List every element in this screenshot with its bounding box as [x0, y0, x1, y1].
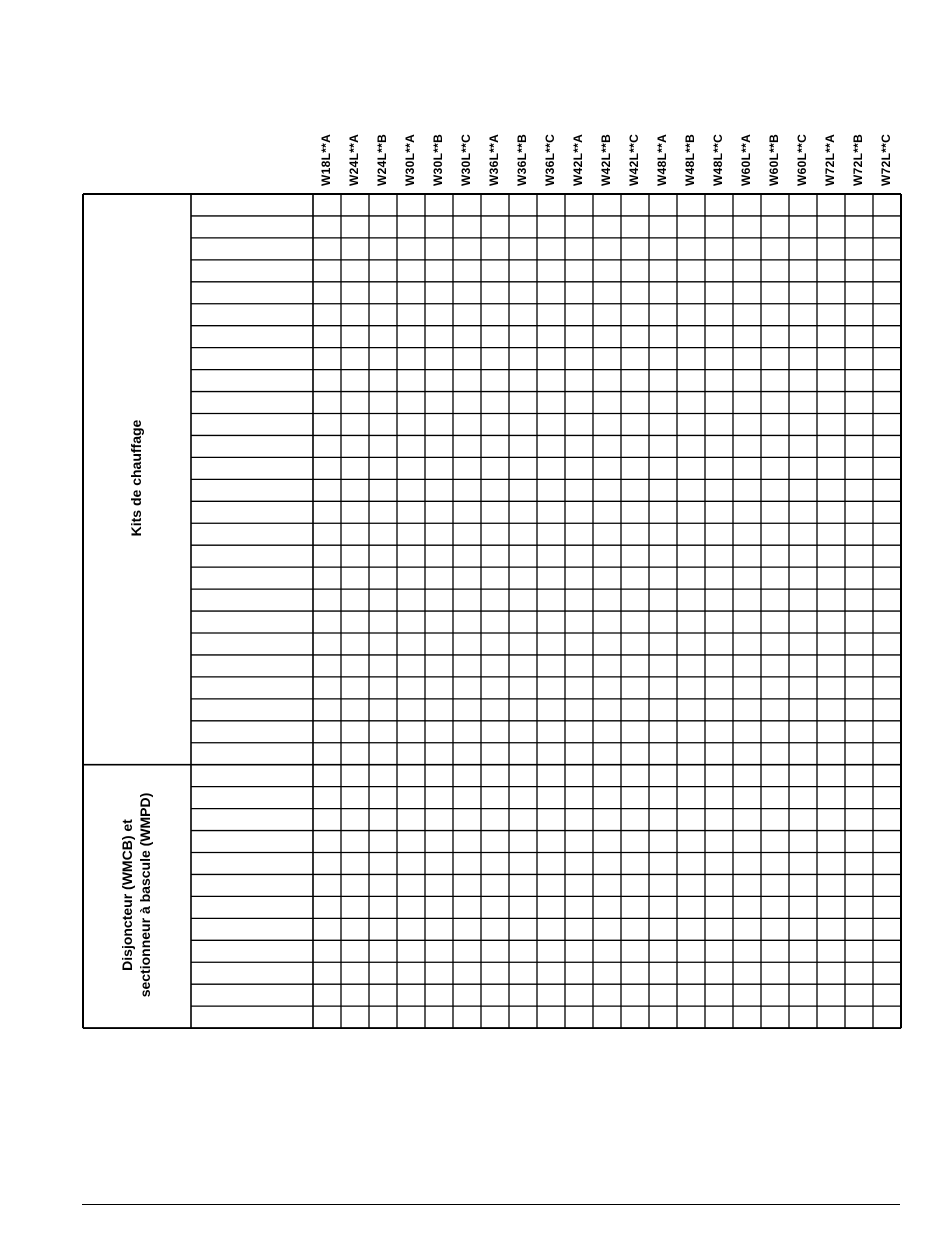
column-header-label: W24L**B — [375, 133, 389, 186]
column-header-label: W36L**B — [515, 133, 529, 186]
column-header-label: W60L**A — [739, 133, 753, 186]
column-header — [452, 106, 480, 186]
column-header — [592, 106, 620, 186]
matrix-grid — [82, 193, 902, 1029]
footer-rule — [82, 1204, 900, 1205]
column-header-label: W72L**A — [823, 133, 837, 186]
column-header — [480, 106, 508, 186]
column-header-label: W30L**C — [459, 133, 473, 186]
section-label-line: Disjoncteur (WMCB) et — [119, 819, 135, 972]
column-header-label: W30L**A — [403, 133, 417, 186]
column-header — [368, 106, 396, 186]
column-header — [536, 106, 564, 186]
column-header-label: W42L**B — [599, 133, 613, 186]
section-label — [82, 764, 190, 1027]
column-header-label: W48L**C — [711, 133, 725, 186]
column-header — [844, 106, 872, 186]
column-header — [508, 106, 536, 186]
column-header-label: W42L**C — [627, 133, 641, 186]
column-header — [704, 106, 732, 186]
column-header — [424, 106, 452, 186]
column-header-label: W60L**C — [795, 133, 809, 186]
column-header — [312, 106, 340, 186]
column-header-label: W36L**A — [487, 133, 501, 186]
column-header-label: W42L**A — [571, 133, 585, 186]
column-header-label: W72L**C — [879, 133, 893, 186]
column-header-label: W24L**A — [347, 133, 361, 186]
column-header — [872, 106, 900, 186]
column-header — [648, 106, 676, 186]
column-header — [816, 106, 844, 186]
column-header — [620, 106, 648, 186]
column-header — [732, 106, 760, 186]
column-header — [760, 106, 788, 186]
section-label-text — [118, 793, 154, 998]
compatibility-matrix — [82, 193, 902, 1029]
column-header-label: W18L**A — [319, 133, 333, 186]
column-headers — [0, 0, 950, 194]
column-header — [340, 106, 368, 186]
section-label-text — [127, 420, 145, 537]
column-header-label: W36L**C — [543, 133, 557, 186]
column-header — [676, 106, 704, 186]
column-header-label: W48L**A — [655, 133, 669, 186]
column-header — [564, 106, 592, 186]
section-label-line: sectionneur à bascule (WMPD) — [137, 793, 153, 998]
column-header-label: W48L**B — [683, 133, 697, 186]
column-header — [788, 106, 816, 186]
section-label-line: Kits de chauffage — [128, 419, 144, 537]
column-header-label: W72L**B — [851, 133, 865, 186]
section-label — [82, 193, 190, 764]
column-header — [396, 106, 424, 186]
column-header-label: W60L**B — [767, 133, 781, 186]
column-header-label: W30L**B — [431, 133, 445, 186]
